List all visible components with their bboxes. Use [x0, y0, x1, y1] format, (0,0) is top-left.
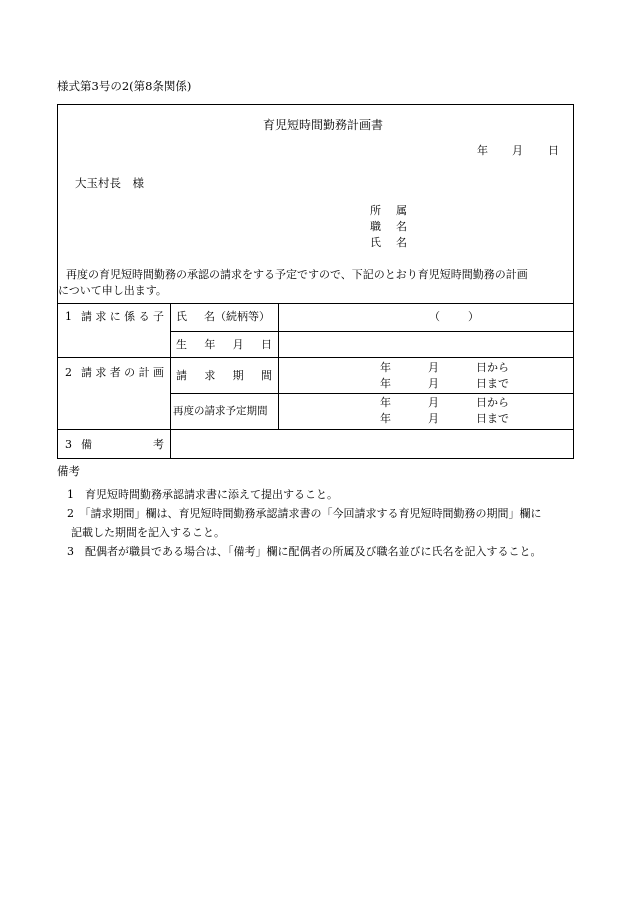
planned-from-year: 年: [380, 396, 391, 409]
planned-to-day: 日まで: [476, 412, 509, 425]
notes-heading: 備考: [57, 464, 80, 478]
affiliation-label: 所 属: [370, 204, 407, 217]
date-month-label: 月: [512, 144, 523, 157]
label-column-line: [170, 303, 171, 458]
section3-number: 3: [65, 438, 72, 451]
statement-line-1: 再度の育児短時間勤務の承認の請求をする予定ですので、下記のとおり育児短時間勤務の計画: [66, 268, 528, 281]
name-label: 氏 名: [370, 236, 407, 249]
request-to-year: 年: [380, 377, 391, 390]
note-3: 3 配偶者が職員である場合は、「備考」欄に配偶者の所属及び職名並びに氏名を記入すること。: [67, 545, 542, 558]
request-from-year: 年: [380, 361, 391, 374]
section1-label: 請 求 に 係 る 子: [81, 310, 164, 323]
section2-label: 請 求 者 の 計 画: [81, 366, 164, 379]
request-period-label: 請 求 期 間: [176, 369, 272, 382]
planned-from-month: 月: [428, 396, 439, 409]
birth-date-label: 生 年 月 日: [176, 338, 272, 351]
child-name-label-2: 名（続柄等）: [204, 310, 270, 323]
sublabel-column-line: [278, 303, 279, 429]
form-title: 育児短時間勤務計画書: [263, 118, 384, 132]
request-from-month: 月: [428, 361, 439, 374]
date-year-label: 年: [477, 144, 488, 157]
section3-label: 備 考: [81, 438, 164, 451]
date-day-label: 日: [548, 144, 559, 157]
planned-period-label: 再度の請求予定期間: [173, 405, 268, 417]
child-name-label-1: 氏: [176, 310, 187, 323]
note-2-continuation: 記載した期間を記入すること。: [71, 526, 225, 539]
addressee: 大玉村長 様: [75, 176, 144, 190]
note-1: 1 育児短時間勤務承認請求書に添えて提出すること。: [67, 488, 338, 501]
form-number-label: 様式第3号の2(第8条関係): [57, 79, 192, 93]
request-to-month: 月: [428, 377, 439, 390]
table-top-line: [58, 303, 573, 304]
section2-number: 2: [65, 366, 72, 379]
child-relation-paren-close: ）: [468, 310, 479, 323]
planned-to-month: 月: [428, 412, 439, 425]
row2-divider: [170, 393, 573, 394]
section2-bottom-line: [58, 429, 573, 430]
request-from-day: 日から: [476, 361, 509, 374]
position-label: 職 名: [370, 220, 407, 233]
note-2: 2 「請求期間」欄は、育児短時間勤務承認請求書の「今回請求する育児短時間勤務の期間」欄に: [67, 507, 542, 520]
child-relation-paren-open: （: [429, 310, 440, 323]
statement-line-2: について申し出ます。: [58, 284, 167, 297]
plan-form: [57, 104, 574, 459]
planned-from-day: 日から: [476, 396, 509, 409]
planned-to-year: 年: [380, 412, 391, 425]
section1-number: 1: [65, 310, 72, 323]
section1-bottom-line: [58, 357, 573, 358]
row1-divider: [170, 331, 573, 332]
request-to-day: 日まで: [476, 377, 509, 390]
